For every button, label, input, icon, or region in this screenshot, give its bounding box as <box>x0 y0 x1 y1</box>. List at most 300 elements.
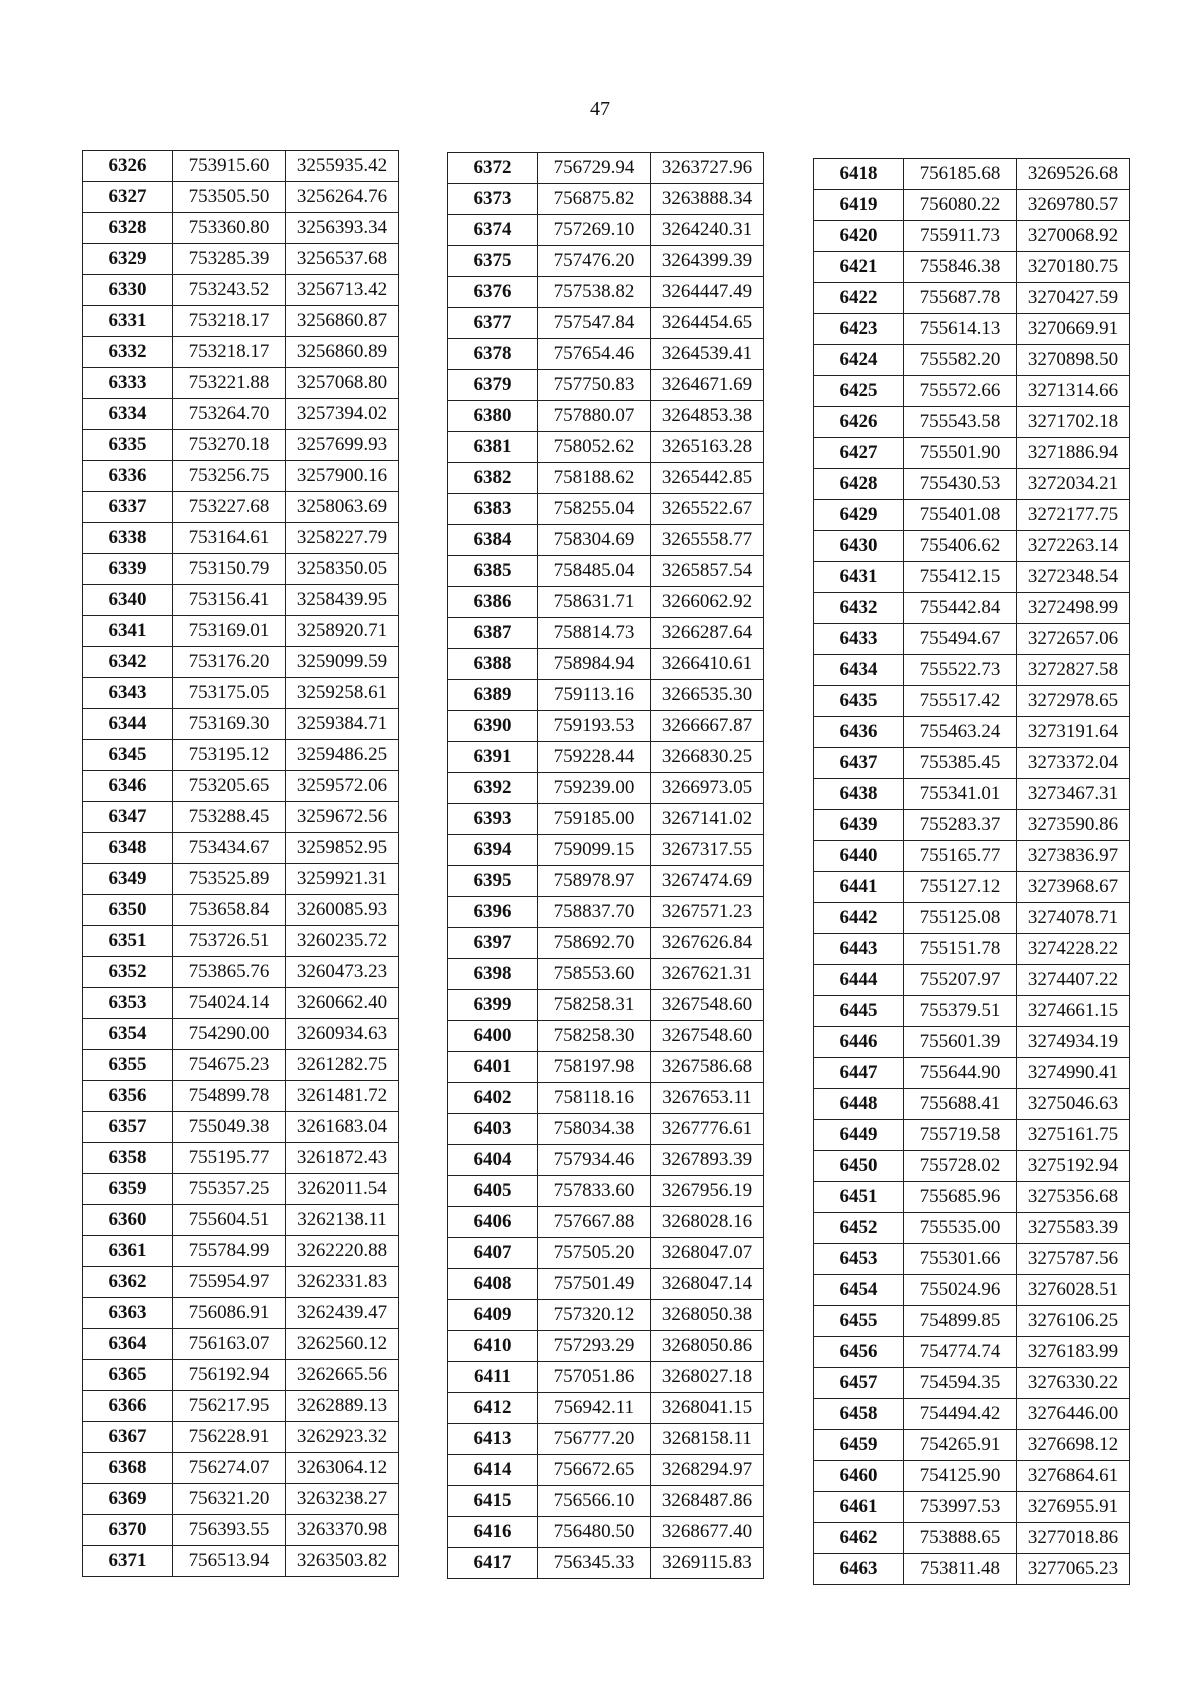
table-row <box>83 399 399 430</box>
y-coordinate-cell: 3259486.25 <box>286 740 399 771</box>
x-coordinate-cell: 753658.84 <box>173 895 286 926</box>
y-coordinate-cell: 3258227.79 <box>286 523 399 554</box>
y-coordinate-cell: 3264240.31 <box>651 215 764 246</box>
y-coordinate-cell: 3259258.61 <box>286 678 399 709</box>
table-row <box>814 1523 1130 1554</box>
table-row <box>83 275 399 306</box>
table-row <box>448 990 764 1021</box>
point-id-cell: 6340 <box>83 585 173 616</box>
x-coordinate-cell: 753888.65 <box>904 1523 1017 1554</box>
x-coordinate-cell: 753164.61 <box>173 523 286 554</box>
point-id-cell: 6388 <box>448 649 538 680</box>
table-row <box>814 779 1130 810</box>
y-coordinate-cell: 3274934.19 <box>1017 1027 1130 1058</box>
point-id-cell: 6370 <box>83 1515 173 1546</box>
y-coordinate-cell: 3264399.39 <box>651 246 764 277</box>
y-coordinate-cell: 3277065.23 <box>1017 1554 1130 1585</box>
table-row <box>814 190 1130 221</box>
table-row <box>83 1360 399 1391</box>
y-coordinate-cell: 3261282.75 <box>286 1050 399 1081</box>
y-coordinate-cell: 3265558.77 <box>651 525 764 556</box>
y-coordinate-cell: 3267653.11 <box>651 1083 764 1114</box>
y-coordinate-cell: 3268050.86 <box>651 1331 764 1362</box>
y-coordinate-cell: 3257068.80 <box>286 368 399 399</box>
x-coordinate-cell: 755501.90 <box>904 438 1017 469</box>
point-id-cell: 6418 <box>814 159 904 190</box>
y-coordinate-cell: 3267474.69 <box>651 866 764 897</box>
point-id-cell: 6330 <box>83 275 173 306</box>
y-coordinate-cell: 3274228.22 <box>1017 934 1130 965</box>
x-coordinate-cell: 758814.73 <box>538 618 651 649</box>
x-coordinate-cell: 757538.82 <box>538 277 651 308</box>
point-id-cell: 6451 <box>814 1182 904 1213</box>
point-id-cell: 6381 <box>448 432 538 463</box>
y-coordinate-cell: 3276028.51 <box>1017 1275 1130 1306</box>
table-row <box>448 618 764 649</box>
table-row <box>814 748 1130 779</box>
point-id-cell: 6349 <box>83 864 173 895</box>
x-coordinate-cell: 755614.13 <box>904 314 1017 345</box>
x-coordinate-cell: 756080.22 <box>904 190 1017 221</box>
table-row <box>83 1267 399 1298</box>
y-coordinate-cell: 3267571.23 <box>651 897 764 928</box>
table-row <box>83 1453 399 1484</box>
y-coordinate-cell: 3262220.88 <box>286 1236 399 1267</box>
table-row <box>83 182 399 213</box>
point-id-cell: 6398 <box>448 959 538 990</box>
table-row <box>83 1329 399 1360</box>
y-coordinate-cell: 3272657.06 <box>1017 624 1130 655</box>
y-coordinate-cell: 3262923.32 <box>286 1422 399 1453</box>
table-row <box>814 965 1130 996</box>
x-coordinate-cell: 756393.55 <box>173 1515 286 1546</box>
y-coordinate-cell: 3267548.60 <box>651 1021 764 1052</box>
y-coordinate-cell: 3276446.00 <box>1017 1399 1130 1430</box>
point-id-cell: 6425 <box>814 376 904 407</box>
table-row <box>814 500 1130 531</box>
table-row <box>814 1337 1130 1368</box>
table-row <box>814 1027 1130 1058</box>
point-id-cell: 6444 <box>814 965 904 996</box>
point-id-cell: 6329 <box>83 244 173 275</box>
table-row <box>448 835 764 866</box>
x-coordinate-cell: 755911.73 <box>904 221 1017 252</box>
x-coordinate-cell: 756185.68 <box>904 159 1017 190</box>
table-row <box>814 655 1130 686</box>
x-coordinate-cell: 758034.38 <box>538 1114 651 1145</box>
table-row <box>814 1492 1130 1523</box>
table-row <box>448 1176 764 1207</box>
point-id-cell: 6374 <box>448 215 538 246</box>
x-coordinate-cell: 755207.97 <box>904 965 1017 996</box>
table-row <box>448 1362 764 1393</box>
x-coordinate-cell: 753264.70 <box>173 399 286 430</box>
x-coordinate-cell: 755688.41 <box>904 1089 1017 1120</box>
point-id-cell: 6338 <box>83 523 173 554</box>
x-coordinate-cell: 755049.38 <box>173 1112 286 1143</box>
y-coordinate-cell: 3268677.40 <box>651 1517 764 1548</box>
y-coordinate-cell: 3267956.19 <box>651 1176 764 1207</box>
x-coordinate-cell: 757667.88 <box>538 1207 651 1238</box>
point-id-cell: 6449 <box>814 1120 904 1151</box>
y-coordinate-cell: 3258063.69 <box>286 492 399 523</box>
y-coordinate-cell: 3272827.58 <box>1017 655 1130 686</box>
y-coordinate-cell: 3265522.67 <box>651 494 764 525</box>
x-coordinate-cell: 753156.41 <box>173 585 286 616</box>
x-coordinate-cell: 755601.39 <box>904 1027 1017 1058</box>
y-coordinate-cell: 3263238.27 <box>286 1484 399 1515</box>
table-row <box>814 686 1130 717</box>
x-coordinate-cell: 755195.77 <box>173 1143 286 1174</box>
point-id-cell: 6386 <box>448 587 538 618</box>
point-id-cell: 6399 <box>448 990 538 1021</box>
table-row <box>83 151 399 182</box>
point-id-cell: 6377 <box>448 308 538 339</box>
y-coordinate-cell: 3259852.95 <box>286 833 399 864</box>
y-coordinate-cell: 3272177.75 <box>1017 500 1130 531</box>
y-coordinate-cell: 3275192.94 <box>1017 1151 1130 1182</box>
table-row <box>83 771 399 802</box>
point-id-cell: 6456 <box>814 1337 904 1368</box>
x-coordinate-cell: 753256.75 <box>173 461 286 492</box>
table-row <box>448 184 764 215</box>
x-coordinate-cell: 757547.84 <box>538 308 651 339</box>
x-coordinate-cell: 753169.30 <box>173 709 286 740</box>
point-id-cell: 6335 <box>83 430 173 461</box>
point-id-cell: 6371 <box>83 1546 173 1577</box>
table-row <box>83 461 399 492</box>
point-id-cell: 6458 <box>814 1399 904 1430</box>
y-coordinate-cell: 3259572.06 <box>286 771 399 802</box>
y-coordinate-cell: 3262889.13 <box>286 1391 399 1422</box>
table-row <box>814 221 1130 252</box>
table-row <box>448 1517 764 1548</box>
table-row <box>83 1236 399 1267</box>
y-coordinate-cell: 3261481.72 <box>286 1081 399 1112</box>
y-coordinate-cell: 3256393.34 <box>286 213 399 244</box>
y-coordinate-cell: 3267893.39 <box>651 1145 764 1176</box>
table-row <box>814 1554 1130 1585</box>
x-coordinate-cell: 755517.42 <box>904 686 1017 717</box>
table-row <box>448 1486 764 1517</box>
point-id-cell: 6419 <box>814 190 904 221</box>
point-id-cell: 6434 <box>814 655 904 686</box>
y-coordinate-cell: 3262560.12 <box>286 1329 399 1360</box>
x-coordinate-cell: 754290.00 <box>173 1019 286 1050</box>
y-coordinate-cell: 3273467.31 <box>1017 779 1130 810</box>
x-coordinate-cell: 753175.05 <box>173 678 286 709</box>
y-coordinate-cell: 3263370.98 <box>286 1515 399 1546</box>
y-coordinate-cell: 3266410.61 <box>651 649 764 680</box>
x-coordinate-cell: 757320.12 <box>538 1300 651 1331</box>
x-coordinate-cell: 755719.58 <box>904 1120 1017 1151</box>
x-coordinate-cell: 755954.97 <box>173 1267 286 1298</box>
point-id-cell: 6405 <box>448 1176 538 1207</box>
table-row <box>448 587 764 618</box>
x-coordinate-cell: 756163.07 <box>173 1329 286 1360</box>
y-coordinate-cell: 3273191.64 <box>1017 717 1130 748</box>
y-coordinate-cell: 3266830.25 <box>651 742 764 773</box>
table-row <box>83 585 399 616</box>
table-row <box>814 593 1130 624</box>
table-row <box>83 833 399 864</box>
x-coordinate-cell: 755494.67 <box>904 624 1017 655</box>
point-id-cell: 6341 <box>83 616 173 647</box>
x-coordinate-cell: 756942.11 <box>538 1393 651 1424</box>
point-id-cell: 6437 <box>814 748 904 779</box>
x-coordinate-cell: 753865.76 <box>173 957 286 988</box>
y-coordinate-cell: 3269526.68 <box>1017 159 1130 190</box>
x-coordinate-cell: 755685.96 <box>904 1182 1017 1213</box>
x-coordinate-cell: 758553.60 <box>538 959 651 990</box>
y-coordinate-cell: 3257394.02 <box>286 399 399 430</box>
point-id-cell: 6363 <box>83 1298 173 1329</box>
y-coordinate-cell: 3272978.65 <box>1017 686 1130 717</box>
y-coordinate-cell: 3264853.38 <box>651 401 764 432</box>
y-coordinate-cell: 3268487.86 <box>651 1486 764 1517</box>
y-coordinate-cell: 3274078.71 <box>1017 903 1130 934</box>
x-coordinate-cell: 755024.96 <box>904 1275 1017 1306</box>
x-coordinate-cell: 758258.31 <box>538 990 651 1021</box>
table-row <box>83 1422 399 1453</box>
table-row <box>814 1275 1130 1306</box>
y-coordinate-cell: 3266062.92 <box>651 587 764 618</box>
y-coordinate-cell: 3267317.55 <box>651 835 764 866</box>
y-coordinate-cell: 3270180.75 <box>1017 252 1130 283</box>
table-row <box>814 1182 1130 1213</box>
table-row <box>814 345 1130 376</box>
x-coordinate-cell: 757051.86 <box>538 1362 651 1393</box>
y-coordinate-cell: 3260473.23 <box>286 957 399 988</box>
y-coordinate-cell: 3256860.87 <box>286 306 399 337</box>
point-id-cell: 6389 <box>448 680 538 711</box>
x-coordinate-cell: 753811.48 <box>904 1554 1017 1585</box>
table-row <box>83 306 399 337</box>
point-id-cell: 6429 <box>814 500 904 531</box>
point-id-cell: 6407 <box>448 1238 538 1269</box>
x-coordinate-cell: 753505.50 <box>173 182 286 213</box>
table-row <box>448 277 764 308</box>
table-row <box>814 283 1130 314</box>
table-row <box>83 1391 399 1422</box>
y-coordinate-cell: 3256713.42 <box>286 275 399 306</box>
point-id-cell: 6366 <box>83 1391 173 1422</box>
y-coordinate-cell: 3271886.94 <box>1017 438 1130 469</box>
point-id-cell: 6326 <box>83 151 173 182</box>
y-coordinate-cell: 3268028.16 <box>651 1207 764 1238</box>
x-coordinate-cell: 753434.67 <box>173 833 286 864</box>
point-id-cell: 6355 <box>83 1050 173 1081</box>
point-id-cell: 6417 <box>448 1548 538 1579</box>
point-id-cell: 6392 <box>448 773 538 804</box>
x-coordinate-cell: 755385.45 <box>904 748 1017 779</box>
x-coordinate-cell: 755401.08 <box>904 500 1017 531</box>
point-id-cell: 6368 <box>83 1453 173 1484</box>
point-id-cell: 6345 <box>83 740 173 771</box>
table-row <box>448 1455 764 1486</box>
y-coordinate-cell: 3259921.31 <box>286 864 399 895</box>
table-row <box>814 531 1130 562</box>
point-id-cell: 6367 <box>83 1422 173 1453</box>
point-id-cell: 6395 <box>448 866 538 897</box>
x-coordinate-cell: 758118.16 <box>538 1083 651 1114</box>
y-coordinate-cell: 3275583.39 <box>1017 1213 1130 1244</box>
point-id-cell: 6339 <box>83 554 173 585</box>
table-row <box>448 804 764 835</box>
table-row <box>814 1058 1130 1089</box>
y-coordinate-cell: 3275356.68 <box>1017 1182 1130 1213</box>
x-coordinate-cell: 755301.66 <box>904 1244 1017 1275</box>
point-id-cell: 6457 <box>814 1368 904 1399</box>
x-coordinate-cell: 755543.58 <box>904 407 1017 438</box>
y-coordinate-cell: 3273372.04 <box>1017 748 1130 779</box>
y-coordinate-cell: 3267621.31 <box>651 959 764 990</box>
x-coordinate-cell: 755535.00 <box>904 1213 1017 1244</box>
table-row <box>448 897 764 928</box>
point-id-cell: 6352 <box>83 957 173 988</box>
point-id-cell: 6438 <box>814 779 904 810</box>
x-coordinate-cell: 757750.83 <box>538 370 651 401</box>
point-id-cell: 6460 <box>814 1461 904 1492</box>
point-id-cell: 6394 <box>448 835 538 866</box>
table-row <box>448 1424 764 1455</box>
table-row <box>448 1393 764 1424</box>
point-id-cell: 6402 <box>448 1083 538 1114</box>
point-id-cell: 6455 <box>814 1306 904 1337</box>
x-coordinate-cell: 755572.66 <box>904 376 1017 407</box>
table-row <box>448 1021 764 1052</box>
point-id-cell: 6415 <box>448 1486 538 1517</box>
table-row <box>448 773 764 804</box>
table-row <box>448 339 764 370</box>
y-coordinate-cell: 3263503.82 <box>286 1546 399 1577</box>
table-row <box>448 1548 764 1579</box>
x-coordinate-cell: 753288.45 <box>173 802 286 833</box>
x-coordinate-cell: 759113.16 <box>538 680 651 711</box>
point-id-cell: 6452 <box>814 1213 904 1244</box>
table-row <box>814 872 1130 903</box>
table-row <box>83 244 399 275</box>
x-coordinate-cell: 753169.01 <box>173 616 286 647</box>
point-id-cell: 6350 <box>83 895 173 926</box>
point-id-cell: 6411 <box>448 1362 538 1393</box>
table-row <box>83 988 399 1019</box>
x-coordinate-cell: 757505.20 <box>538 1238 651 1269</box>
point-id-cell: 6427 <box>814 438 904 469</box>
table-row <box>83 740 399 771</box>
point-id-cell: 6442 <box>814 903 904 934</box>
table-row <box>448 1083 764 1114</box>
point-id-cell: 6372 <box>448 153 538 184</box>
x-coordinate-cell: 755784.99 <box>173 1236 286 1267</box>
table-row <box>448 680 764 711</box>
point-id-cell: 6416 <box>448 1517 538 1548</box>
point-id-cell: 6359 <box>83 1174 173 1205</box>
y-coordinate-cell: 3260235.72 <box>286 926 399 957</box>
x-coordinate-cell: 753221.88 <box>173 368 286 399</box>
y-coordinate-cell: 3273590.86 <box>1017 810 1130 841</box>
x-coordinate-cell: 757501.49 <box>538 1269 651 1300</box>
table-row <box>448 494 764 525</box>
y-coordinate-cell: 3255935.42 <box>286 151 399 182</box>
y-coordinate-cell: 3256264.76 <box>286 182 399 213</box>
point-id-cell: 6441 <box>814 872 904 903</box>
x-coordinate-cell: 753360.80 <box>173 213 286 244</box>
table-row <box>83 554 399 585</box>
point-id-cell: 6447 <box>814 1058 904 1089</box>
point-id-cell: 6378 <box>448 339 538 370</box>
table-row <box>83 492 399 523</box>
table-row <box>448 866 764 897</box>
y-coordinate-cell: 3272263.14 <box>1017 531 1130 562</box>
table-row <box>448 1145 764 1176</box>
table-row <box>814 1151 1130 1182</box>
y-coordinate-cell: 3263727.96 <box>651 153 764 184</box>
x-coordinate-cell: 759193.53 <box>538 711 651 742</box>
table-row <box>448 432 764 463</box>
y-coordinate-cell: 3261872.43 <box>286 1143 399 1174</box>
point-id-cell: 6410 <box>448 1331 538 1362</box>
point-id-cell: 6412 <box>448 1393 538 1424</box>
y-coordinate-cell: 3271702.18 <box>1017 407 1130 438</box>
table-row <box>814 469 1130 500</box>
coordinates-table-3 <box>813 158 1130 1585</box>
table-row <box>83 895 399 926</box>
y-coordinate-cell: 3267776.61 <box>651 1114 764 1145</box>
point-id-cell: 6432 <box>814 593 904 624</box>
x-coordinate-cell: 755430.53 <box>904 469 1017 500</box>
y-coordinate-cell: 3265857.54 <box>651 556 764 587</box>
point-id-cell: 6379 <box>448 370 538 401</box>
x-coordinate-cell: 756274.07 <box>173 1453 286 1484</box>
table-row <box>448 1207 764 1238</box>
y-coordinate-cell: 3269115.83 <box>651 1548 764 1579</box>
x-coordinate-cell: 755644.90 <box>904 1058 1017 1089</box>
x-coordinate-cell: 758485.04 <box>538 556 651 587</box>
x-coordinate-cell: 758978.97 <box>538 866 651 897</box>
y-coordinate-cell: 3266287.64 <box>651 618 764 649</box>
point-id-cell: 6343 <box>83 678 173 709</box>
x-coordinate-cell: 755125.08 <box>904 903 1017 934</box>
point-id-cell: 6346 <box>83 771 173 802</box>
y-coordinate-cell: 3256537.68 <box>286 244 399 275</box>
y-coordinate-cell: 3263064.12 <box>286 1453 399 1484</box>
x-coordinate-cell: 757476.20 <box>538 246 651 277</box>
x-coordinate-cell: 759228.44 <box>538 742 651 773</box>
y-coordinate-cell: 3268041.15 <box>651 1393 764 1424</box>
x-coordinate-cell: 758984.94 <box>538 649 651 680</box>
table-row <box>814 252 1130 283</box>
table-row <box>448 556 764 587</box>
table-row <box>448 525 764 556</box>
table-row <box>814 934 1130 965</box>
table-row <box>448 1300 764 1331</box>
table-row <box>814 159 1130 190</box>
point-id-cell: 6390 <box>448 711 538 742</box>
y-coordinate-cell: 3262138.11 <box>286 1205 399 1236</box>
y-coordinate-cell: 3272034.21 <box>1017 469 1130 500</box>
y-coordinate-cell: 3275161.75 <box>1017 1120 1130 1151</box>
y-coordinate-cell: 3267548.60 <box>651 990 764 1021</box>
x-coordinate-cell: 755582.20 <box>904 345 1017 376</box>
x-coordinate-cell: 753176.20 <box>173 647 286 678</box>
y-coordinate-cell: 3270427.59 <box>1017 283 1130 314</box>
y-coordinate-cell: 3259672.56 <box>286 802 399 833</box>
x-coordinate-cell: 753270.18 <box>173 430 286 461</box>
coordinates-table-2 <box>447 152 764 1579</box>
point-id-cell: 6337 <box>83 492 173 523</box>
y-coordinate-cell: 3271314.66 <box>1017 376 1130 407</box>
